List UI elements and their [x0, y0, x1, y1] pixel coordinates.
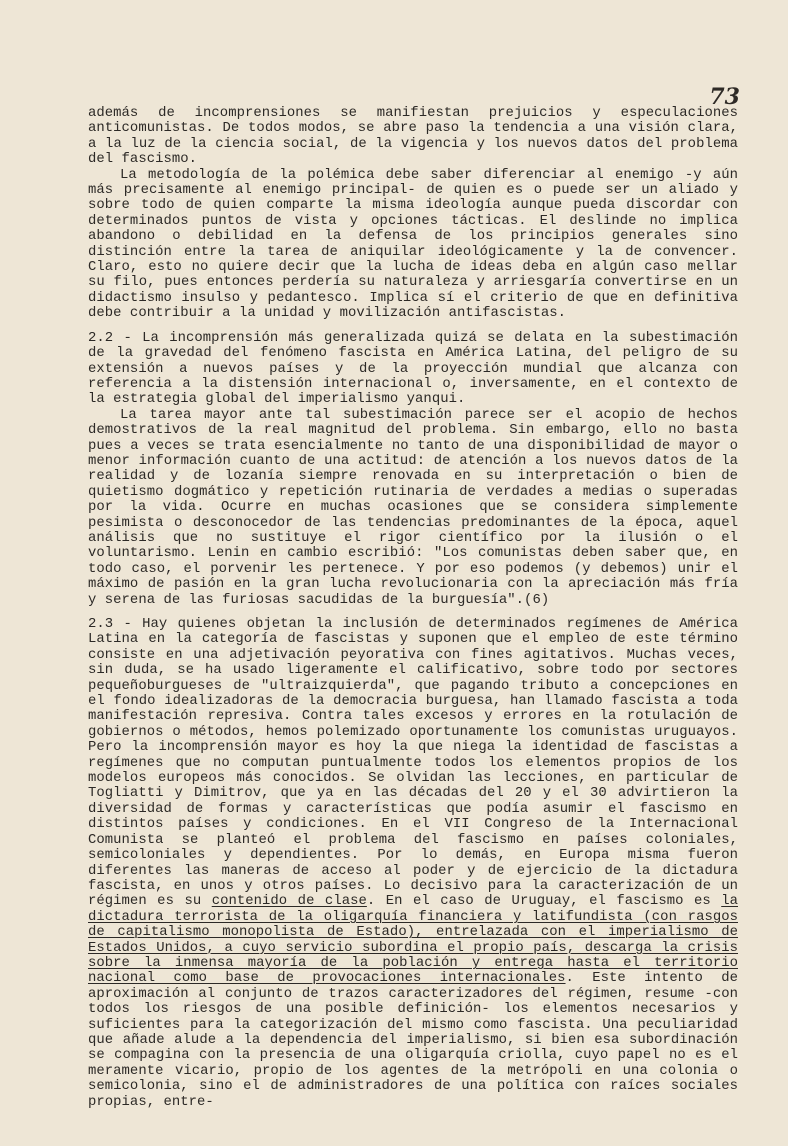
paragraph-4: La tarea mayor ante tal subestimación parece ser el acopio de hechos demostrativos de la real magnitud del problema. Sin embargo, ello no basta pues a veces se trata esencialmente no tanto de una disponibilidad de mayor o menor información cuanto de una actitud: de atención a los nuevos datos de la realidad y de lozanía siempre renovada en su interpretación o bien de quietismo dogmático y repetición rutinaria de verdades a medias o superadas por la vida. Ocurre en muchas ocasiones que se considera simplemente pesimista o desconocedor de las tendencias predominantes de la época, aquel análisis que no sustituye el rigor científico por la ilusión o el voluntarismo. Lenin en cambio escribió: "Los comunistas deben saber que, en todo caso, el porvenir les pertenece. Y por eso podemos (y debemos) unir el máximo de pasión en la gran lucha revolucionaria con la apreciación más fría y serena de las furiosas sacudidas de la burguesía".(6) — [88, 406, 738, 608]
section-2-3-text-before: 2.3 - Hay quienes objetan la inclusión de determinados regímenes de América Latina en la categoría de fascistas y suponen que el empleo de este término consiste en una adjetivación peyorativa con fines agitativos. Muchas veces, sin duda, se ha usado ligeramente el calificativo, sobre todo por sectores pequeñoburgueses de "ultraizquierda", que pagando tributo a concepciones en el fondo idealizadoras de la democracia burguesa, han llamado fascista a toda manifestación represiva. Contra tales excesos y errores en la rotulación de gobiernos o métodos, hemos polemizado oportunamente los comunistas uruguayos. Pero la incomprensión mayor es hoy la que niega la identidad de fascistas a regímenes que no computan puntualmente todos los elementos propios de los modelos europeos más conocidos. Se olvidan las lecciones, en particular de Togliatti y Dimitrov, que ya en las décadas del 20 y el 30 advirtieron la diversidad de formas y características que podía asumir el fascismo en distintos países y condiciones. En el VII Congreso de la Internacional Comunista se planteó el problema del fascismo en países coloniales, semicoloniales y dependientes. Por lo demás, en Europa misma fueron diferentes las maneras de acceso al poder y de ejercicio de la dictadura fascista, en unos y otros países. Lo decisivo para la caracterización de un régimen es su — [88, 616, 738, 910]
section-2-3-paragraph — [88, 617, 738, 1110]
section-2-3-text-after: . Este intento de aproximación al conjunto de trazos caracterizadores del régimen, resume -con todos los riesgos de una posible definición- los elementos necesarios y suficientes para la categorización del mismo como fascista. Una peculiaridad que añade alude a la dependencia del imperialismo, si bien esa subordinación se compagina con la presencia de una oligarquía criolla, cuyo papel no es el meramente vicario, propio de los agentes de la metrópoli en una colonia o semicolonia, sino el de administradores de una política con raíces sociales propias, entre- — [88, 970, 738, 1110]
body-text — [88, 106, 738, 1110]
underlined-fascism-definition: la dictadura terrorista de la oligarquía financiera y latifundista (con rasgos de capitalismo monopolista de Estado), entrelazada con el imperialismo de Estados Unidos, a cuyo servicio subordina el propio país, descarga la crisis sobre la inmensa mayoría de la población y entrega hasta el territorio nacional como base de provocaciones internacionales — [88, 893, 738, 987]
page-number: 73 — [709, 84, 740, 110]
underlined-class-content: contenido de clase — [211, 893, 367, 910]
section-2-3-text-middle: . En el caso de Uruguay, el fascismo es — [366, 893, 722, 910]
section-2-2-paragraph: 2.2 - La incomprensión más generalizada quizá se delata en la subestimación de la gravedad del fenómeno fascista en América Latina, del peligro de su extensión a nuevos países y de la proyección mundial que alcanza con referencia a la distensión internacional o, inversamente, en el contexto de la estrategia global del imperialismo yanqui. — [88, 329, 738, 408]
paragraph-1: además de incomprensiones se manifiestan prejuicios y especulaciones anticomunistas. De todos modos, se abre paso la tendencia a una visión clara, a la luz de la ciencia social, de la vigencia y los nuevos datos del problema del fascismo. — [88, 105, 738, 168]
paragraph-2: La metodología de la polémica debe saber diferenciar al enemigo -y aún más precisamente al enemigo principal- de quien es o puede ser un aliado y sobre todo de quien comparte la misma ideología aunque pueda discordar con determinados puntos de vista y opciones tácticas. El deslinde no implica abandono o debilidad en la defensa de los principios generales sino distinción entre la tarea de aniquilar ideológicamente y la de convencer. Claro, esto no quiere decir que la lucha de ideas deba en algún caso mellar su filo, pues entonces perdería su naturaleza y arriesgaría convertirse en un didactismo insulso y pedantesco. Implica sí el criterio de que en definitiva debe contribuir a la unidad y movilización antifascistas. — [88, 166, 738, 322]
